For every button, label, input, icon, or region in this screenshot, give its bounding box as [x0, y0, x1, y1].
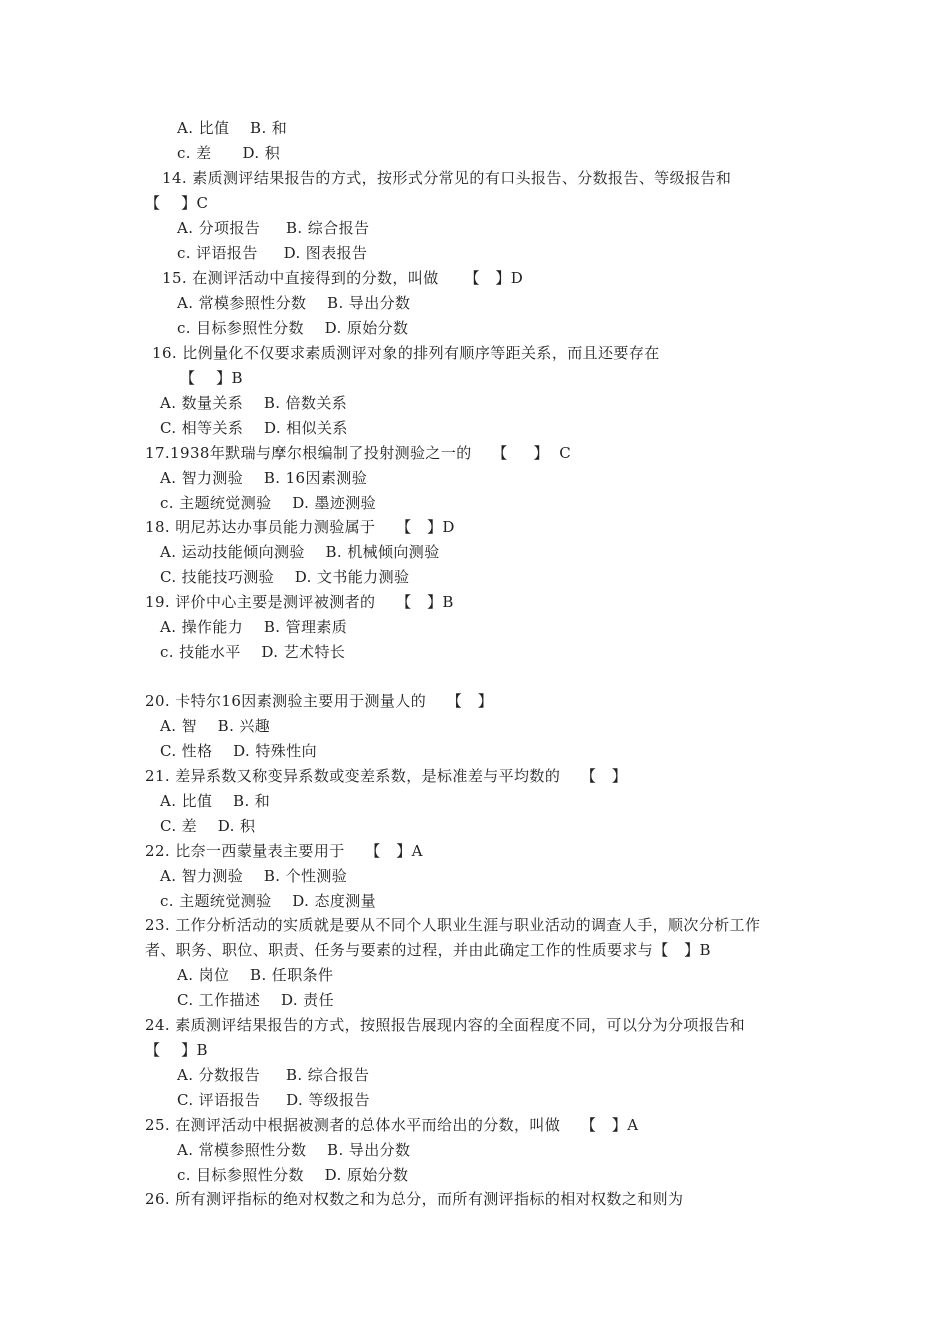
option-line: C. 性格 D. 特殊性向	[160, 742, 317, 760]
option-line: C. 工作描述 D. 责任	[177, 991, 334, 1009]
option-line: A. 数量关系 B. 倍数关系	[160, 394, 348, 412]
option-line: c. 技能水平 D. 艺术特长	[160, 643, 346, 661]
option-line: c. 主题统觉测验 D. 墨迹测验	[160, 494, 377, 512]
question-20: 20. 卡特尔16因素测验主要用于测量人的 【 】	[145, 692, 494, 710]
option-line: A. 智力测验 B. 个性测验	[160, 867, 348, 885]
option-line: C. 技能技巧测验 D. 文书能力测验	[160, 568, 410, 586]
option-line: A. 岗位 B. 任职条件	[177, 966, 334, 984]
option-line: c. 差 D. 积	[177, 144, 281, 162]
answer-bracket: 【 】B	[145, 1041, 208, 1059]
option-line: c. 目标参照性分数 D. 原始分数	[177, 1166, 409, 1184]
option-line: A. 常模参照性分数 B. 导出分数	[177, 294, 411, 312]
option-line: C. 相等关系 D. 相似关系	[160, 419, 348, 437]
question-17: 17.1938年默瑞与摩尔根编制了投射测验之一的 【 】 C	[145, 444, 572, 462]
option-line: A. 分项报告 B. 综合报告	[177, 219, 370, 237]
answer-bracket: 【 】B	[180, 369, 243, 387]
question-14: 14. 素质测评结果报告的方式，按形式分常见的有口头报告、分数报告、等级报告和	[162, 169, 732, 187]
option-line: c. 主题统觉测验 D. 态度测量	[160, 892, 377, 910]
question-23-continued: 者、职务、职位、职责、任务与要素的过程，并由此确定工作的性质要求与【 】B	[145, 941, 711, 959]
option-line: A. 常模参照性分数 B. 导出分数	[177, 1141, 411, 1159]
question-19: 19. 评价中心主要是测评被测者的 【 】B	[145, 593, 454, 611]
answer-bracket: 【 】C	[145, 194, 209, 212]
question-16: 16. 比例量化不仅要求素质测评对象的排列有顺序等距关系，而且还要存在	[152, 344, 660, 362]
option-line: A. 操作能力 B. 管理素质	[160, 618, 348, 636]
question-25: 25. 在测评活动中根据被测者的总体水平而给出的分数，叫做 【 】A	[145, 1116, 639, 1134]
option-line: A. 智力测验 B. 16因素测验	[160, 469, 368, 487]
question-22: 22. 比奈一西蒙量表主要用于 【 】A	[145, 842, 423, 860]
option-line: C. 评语报告 D. 等级报告	[177, 1091, 370, 1109]
option-line: A. 分数报告 B. 综合报告	[177, 1066, 370, 1084]
question-21: 21. 差异系数又称变异系数或变差系数，是标准差与平均数的 【 】	[145, 767, 628, 785]
option-line: A. 比值 B. 和	[160, 792, 271, 810]
option-line: A. 比值 B. 和	[177, 119, 288, 137]
question-23: 23. 工作分析活动的实质就是要从不同个人职业生涯与职业活动的调查人手，顺次分析工作	[145, 916, 761, 934]
option-line: A. 运动技能倾向测验 B. 机械倾向测验	[160, 543, 440, 561]
option-line: C. 差 D. 积	[160, 817, 256, 835]
option-line: A. 智 B. 兴趣	[160, 717, 271, 735]
question-15: 15. 在测评活动中直接得到的分数，叫做 【 】D	[162, 269, 524, 287]
option-line: c. 目标参照性分数 D. 原始分数	[177, 319, 409, 337]
question-24: 24. 素质测评结果报告的方式，按照报告展现内容的全面程度不同，可以分为分项报告和	[145, 1016, 746, 1034]
option-line: c. 评语报告 D. 图表报告	[177, 244, 368, 262]
question-26: 26. 所有测评指标的绝对权数之和为总分，而所有测评指标的相对权数之和则为	[145, 1190, 684, 1208]
question-18: 18. 明尼苏达办事员能力测验属于 【 】D	[145, 518, 455, 536]
